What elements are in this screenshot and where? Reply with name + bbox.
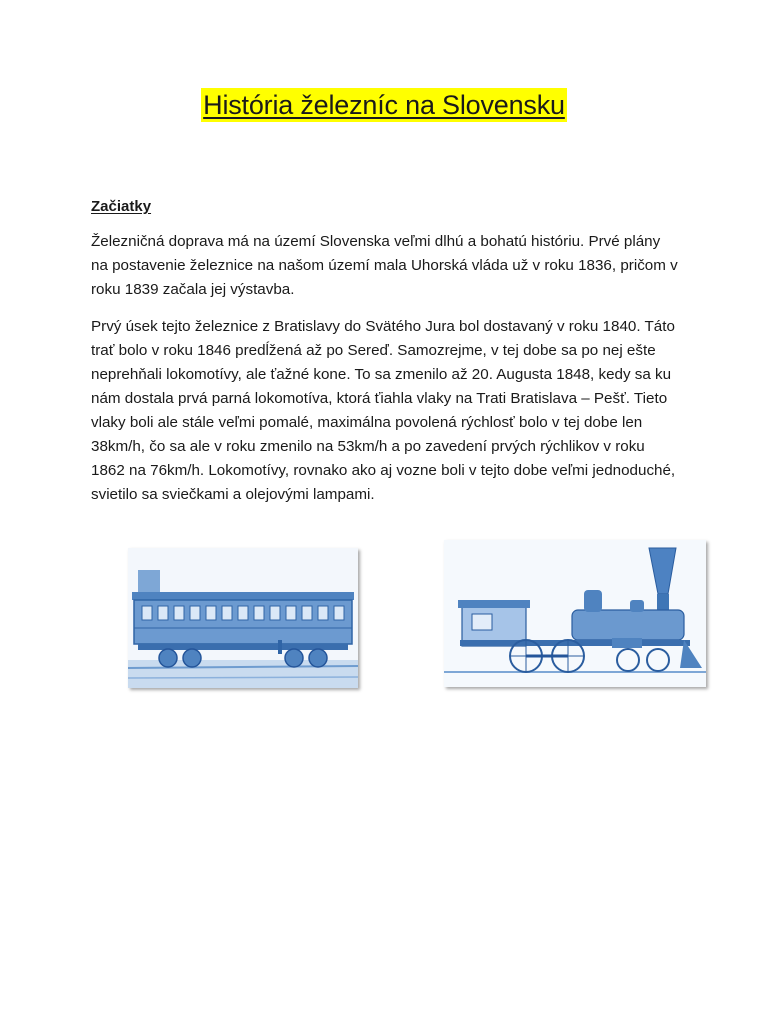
railway-carriage-illustration <box>128 548 358 688</box>
steam-locomotive-icon <box>444 540 706 687</box>
title-wrap <box>0 88 768 122</box>
paragraph-history: Prvý úsek tejto železnice z Bratislavy do Svätého Jura bol dostavaný v roku 1840. Táto trať bolo v roku 1846 predĺžená až po Sereď. Samozrejme, v tej dobe sa po nej ešte neprehňali lokomotívy, ale ťažné kone. To sa zmenilo až 20. Augusta 1848, kedy sa ku nám dostala prvá parná lokomotíva, ktorá ťiahla vlaky na Trati Bratislava – Pešť. Tieto vlaky boli ale stále veľmi pomalé, maximálna povolená rýchlosť bolo v tej dobe len 38km/h, čo sa ale v roku zmenilo na 53km/h a po zavedení prvých rýchlikov v roku 1862 na 76km/h. Lokomotívy, rovnako ako aj vozne boli v tejto dobe veľmi jednoduché, svietilo sa sviečkami a olejovými lampami. <box>91 318 676 503</box>
paragraph-intro: Železničná doprava má na území Slovenska veľmi dlhú a bohatú históriu. Prvé plány na postavenie železnice na našom území mala Uhorská vláda už v roku 1836, pričom v roku 1839 začala jej výstavba. <box>91 233 678 298</box>
section-heading: Začiatky <box>91 198 152 215</box>
page-title: História železníc na Slovensku <box>203 90 565 120</box>
steam-locomotive-illustration <box>444 540 706 687</box>
railway-carriage-icon <box>128 548 358 688</box>
